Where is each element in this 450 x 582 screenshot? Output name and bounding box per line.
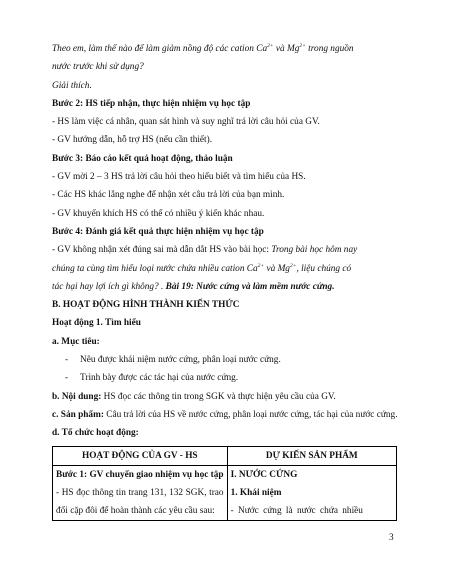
- step3-item: - GV khuyến khích HS có thể có nhiều ý kiến khác nhau.: [52, 208, 265, 219]
- step2-item: - HS làm việc cá nhân, quan sát hình và suy nghĩ trả lời câu hỏi của GV.: [52, 117, 320, 128]
- step4-line-3: tác hại hay lợi ích gì không? . Bài 19: Nước cứng và làm mềm nước cứng.: [52, 281, 335, 292]
- product-paragraph: c. Sản phẩm: Câu trả lời của HS về nước cứng, phân loại nước cứng, tác hại của nước cứng.: [52, 409, 398, 420]
- activity-table: [52, 446, 397, 522]
- document-page: [52, 40, 398, 521]
- table-header-row: [53, 446, 397, 465]
- step3-item: - GV mời 2 – 3 HS trả lời câu hỏi theo hiểu biết và tìm hiểu của HS.: [52, 172, 306, 183]
- table-cell-right: [227, 465, 396, 521]
- step3-item: - Các HS khác lắng nghe để nhận xét câu trả lời của bạn mình.: [52, 190, 285, 201]
- table-header-cell: HOẠT ĐỘNG CỦA GV - HS: [53, 446, 228, 465]
- section-b-heading: B. HOẠT ĐỘNG HÌNH THÀNH KIẾN THỨC: [52, 300, 240, 311]
- right-cell-text: - Nước cứng là nước chứa nhiều: [230, 506, 363, 517]
- right-cell-subtitle: 1. Khái niệm: [230, 487, 282, 498]
- step4-heading: Bước 4: Đánh giá kết quả thực hiện nhiệm vụ học tập: [52, 226, 264, 237]
- goal-heading: a. Mục tiêu:: [52, 336, 100, 347]
- content-line: b. Nội dung: HS đọc các thông tin trong SGK và thực hiện yêu cầu của GV.: [52, 391, 336, 402]
- intro-explain: Giải thích.: [52, 80, 92, 91]
- intro-question-line-2: nước trước khi sử dụng?: [52, 62, 144, 73]
- org-heading: d. Tổ chức hoạt động:: [52, 428, 139, 439]
- table-cell-left: [53, 465, 228, 521]
- step3-heading: Bước 3: Báo cáo kết quả hoạt động, thảo luận: [52, 153, 233, 164]
- left-cell-text: - HS đọc thông tin trang 131, 132 SGK, trao đổi cặp đôi để hoàn thành các yêu cầu sau:: [56, 487, 224, 517]
- page-number: 3: [389, 533, 394, 543]
- table-row: [53, 465, 397, 521]
- activity-title: Hoạt động 1. Tìm hiểu: [52, 318, 141, 329]
- table-header-cell: DỰ KIẾN SẢN PHẨM: [227, 446, 396, 465]
- step2-heading: Bước 2: HS tiếp nhận, thực hiện nhiệm vụ học tập: [52, 98, 251, 109]
- goal-item: - Trình bày được các tác hại của nước cứng.: [52, 369, 398, 387]
- bullet-dash: -: [65, 373, 69, 384]
- intro-question-line: Theo em, làm thế nào để làm giảm nồng độ các cation $Ca^{2+}$ và $Mg^{2+}$ trong nguồn: [52, 43, 354, 54]
- right-cell-title: I. NƯỚC CỨNG: [230, 469, 298, 480]
- step4-line-2: chúng ta cùng tìm hiểu loại nước chứa nhiều cation $Ca^{2+}$ và $Mg^{2+}$, liệu chúng có: [52, 262, 352, 274]
- left-cell-title: Bước 1: GV chuyển giao nhiệm vụ học tập: [56, 469, 224, 480]
- step2-item: - GV hướng dẫn, hỗ trợ HS (nếu cần thiết).: [52, 135, 213, 146]
- bullet-dash: -: [65, 355, 69, 366]
- goal-item: - Nêu được khái niệm nước cứng, phân loại nước cứng.: [52, 351, 398, 369]
- step4-line-1: - GV không nhận xét đúng sai mà dẫn dắt HS vào bài học: Trong bài học hôm nay: [52, 245, 358, 256]
